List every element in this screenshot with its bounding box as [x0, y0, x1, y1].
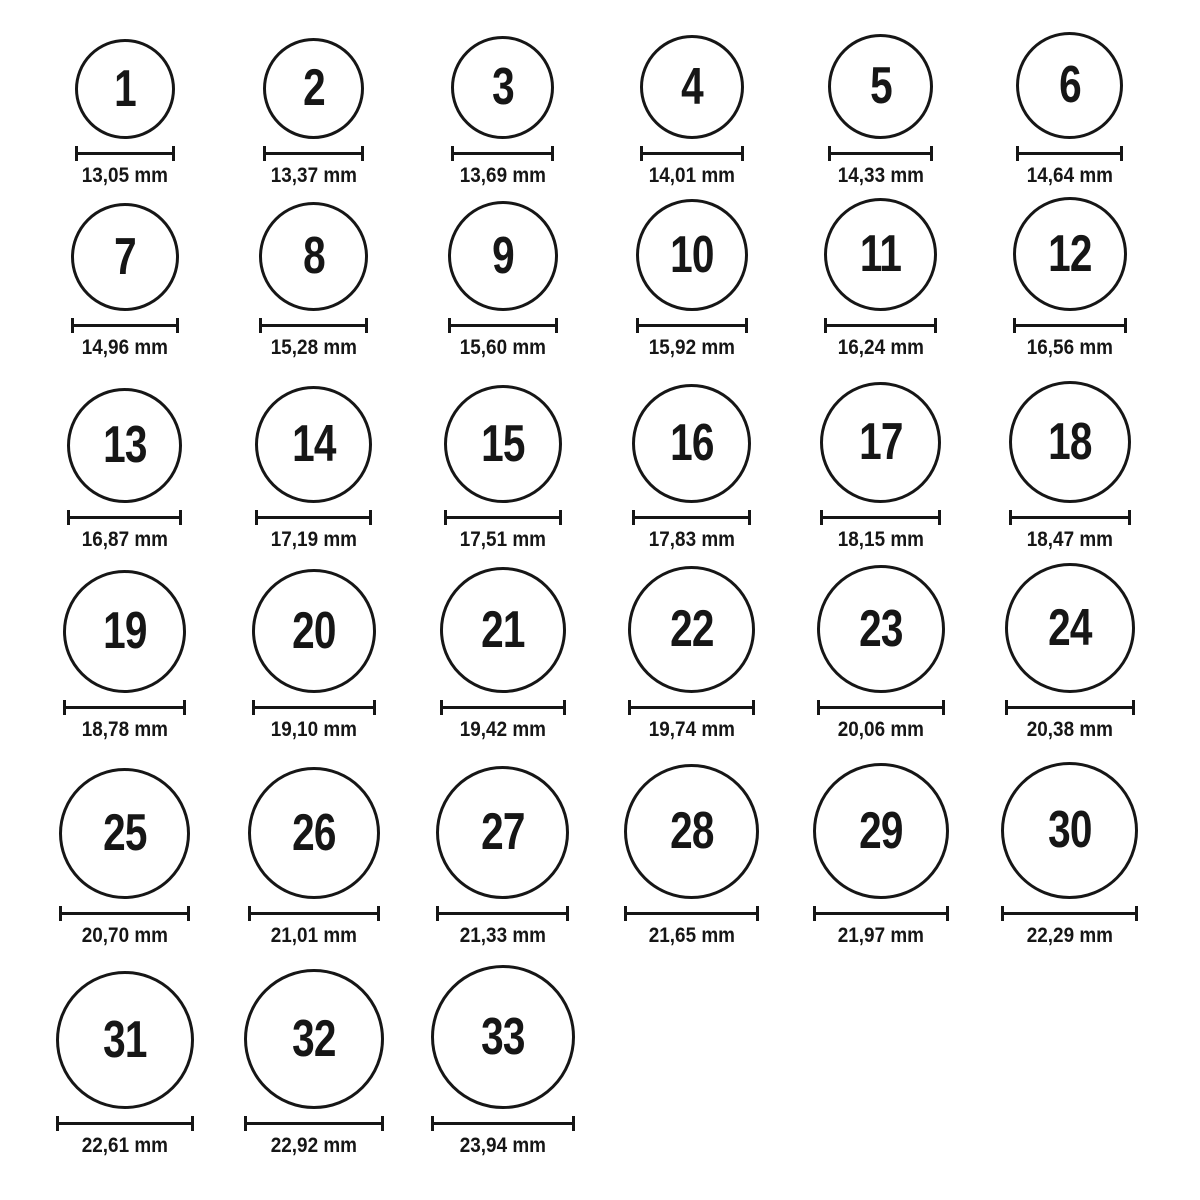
ruler-line	[1019, 152, 1120, 155]
diameter-ruler	[56, 1116, 194, 1131]
ring-size-number: 13	[102, 416, 147, 475]
ruler-line	[831, 152, 930, 155]
ring-size-cell	[30, 971, 219, 1158]
diameter-label: 14,96 mm	[81, 335, 168, 359]
diameter-ruler	[431, 1116, 575, 1131]
ring-circle	[255, 386, 372, 503]
ruler-line	[262, 324, 365, 327]
diameter-label: 20,70 mm	[81, 923, 168, 947]
ring-circle	[448, 201, 558, 311]
ring-size-cell	[786, 198, 975, 360]
ring-size-number: 18	[1047, 412, 1092, 471]
chart-row	[30, 742, 1164, 948]
diameter-ruler	[75, 146, 175, 161]
ring-circle	[63, 570, 186, 693]
ring-circle	[624, 764, 759, 899]
ring-size-number: 32	[291, 1009, 336, 1068]
ring-circle	[828, 34, 933, 139]
diameter-label: 16,56 mm	[1026, 335, 1113, 359]
diameter-ruler	[828, 146, 933, 161]
chart-row	[30, 552, 1164, 742]
diameter-label: 19,10 mm	[270, 717, 357, 741]
ruler-line	[816, 912, 946, 915]
ruler-line	[823, 516, 938, 519]
ruler-line	[266, 152, 361, 155]
ruler-line	[631, 706, 752, 709]
diameter-label: 15,60 mm	[459, 335, 546, 359]
diameter-label: 15,92 mm	[648, 335, 735, 359]
ring-circle	[431, 965, 575, 1109]
ruler-line	[255, 706, 373, 709]
ring-size-cell	[786, 763, 975, 948]
ring-size-number: 31	[102, 1010, 147, 1069]
ring-size-cell	[597, 384, 786, 552]
ring-circle	[1005, 563, 1135, 693]
ring-size-number: 22	[669, 600, 714, 659]
ring-circle	[632, 384, 751, 503]
diameter-ruler	[813, 906, 949, 921]
diameter-label: 17,51 mm	[459, 527, 546, 551]
ring-circle	[252, 569, 376, 693]
ring-circle	[71, 203, 179, 311]
diameter-label: 16,87 mm	[81, 527, 168, 551]
ring-size-number: 1	[113, 59, 136, 118]
diameter-ruler	[1005, 700, 1135, 715]
diameter-label: 22,92 mm	[270, 1133, 357, 1157]
diameter-ruler	[255, 510, 372, 525]
ring-size-number: 11	[859, 225, 902, 284]
ring-circle	[436, 766, 569, 899]
ruler-line	[827, 324, 934, 327]
ring-circle	[248, 767, 380, 899]
ruler-line	[1008, 706, 1132, 709]
ruler-line	[78, 152, 172, 155]
ring-size-cell	[219, 386, 408, 552]
ruler-line	[62, 912, 187, 915]
ring-size-cell	[219, 202, 408, 360]
ring-size-cell	[786, 565, 975, 742]
diameter-label: 19,42 mm	[459, 717, 546, 741]
diameter-label: 16,24 mm	[837, 335, 924, 359]
diameter-ruler	[59, 906, 190, 921]
diameter-label: 20,38 mm	[1026, 717, 1113, 741]
diameter-ruler	[436, 906, 569, 921]
ring-size-number: 27	[480, 803, 525, 862]
ring-size-cell	[408, 567, 597, 742]
ring-size-number: 33	[480, 1007, 525, 1066]
ring-size-number: 15	[480, 414, 525, 473]
ring-size-number: 9	[491, 226, 514, 285]
diameter-ruler	[440, 700, 566, 715]
ruler-line	[74, 324, 176, 327]
ruler-line	[443, 706, 563, 709]
diameter-ruler	[67, 510, 182, 525]
ring-circle	[1001, 762, 1138, 899]
ring-size-cell	[219, 38, 408, 188]
diameter-ruler	[444, 510, 562, 525]
ruler-line	[639, 324, 745, 327]
diameter-ruler	[624, 906, 759, 921]
ring-circle	[75, 39, 175, 139]
ring-size-number: 2	[302, 59, 325, 118]
ring-size-cell	[219, 767, 408, 948]
diameter-ruler	[640, 146, 744, 161]
ring-size-cell	[408, 36, 597, 188]
ring-circle	[451, 36, 554, 139]
ring-size-number: 8	[302, 227, 325, 286]
ring-size-cell	[30, 570, 219, 742]
diameter-ruler	[820, 510, 941, 525]
diameter-label: 18,15 mm	[837, 527, 924, 551]
ring-size-number: 26	[291, 803, 336, 862]
ring-size-number: 14	[291, 415, 336, 474]
ring-circle	[1016, 32, 1123, 139]
ring-circle	[67, 388, 182, 503]
diameter-label: 18,47 mm	[1026, 527, 1113, 551]
ruler-line	[1004, 912, 1135, 915]
diameter-label: 22,61 mm	[81, 1133, 168, 1157]
ring-circle	[820, 382, 941, 503]
diameter-ruler	[636, 318, 748, 333]
ring-size-cell	[30, 388, 219, 552]
ring-size-cell	[975, 32, 1164, 188]
diameter-label: 21,01 mm	[270, 923, 357, 947]
ring-size-number: 25	[102, 804, 147, 863]
ring-size-cell	[219, 969, 408, 1158]
diameter-label: 18,78 mm	[81, 717, 168, 741]
diameter-label: 14,01 mm	[648, 163, 735, 187]
diameter-label: 21,33 mm	[459, 923, 546, 947]
ring-size-number: 12	[1047, 224, 1092, 283]
ring-size-cell	[30, 203, 219, 360]
diameter-ruler	[263, 146, 364, 161]
ruler-line	[1016, 324, 1124, 327]
diameter-ruler	[1001, 906, 1138, 921]
ring-size-number: 19	[102, 602, 147, 661]
ruler-line	[66, 706, 183, 709]
chart-row	[30, 188, 1164, 360]
ring-size-number: 28	[669, 802, 714, 861]
ring-circle	[1013, 197, 1127, 311]
diameter-ruler	[1016, 146, 1123, 161]
ruler-line	[447, 516, 559, 519]
ring-size-cell	[597, 566, 786, 742]
ring-size-number: 23	[858, 599, 903, 658]
ruler-line	[820, 706, 942, 709]
diameter-ruler	[244, 1116, 384, 1131]
diameter-label: 21,65 mm	[648, 923, 735, 947]
ring-circle	[1009, 381, 1131, 503]
ring-circle	[259, 202, 368, 311]
diameter-label: 22,29 mm	[1026, 923, 1113, 947]
diameter-label: 17,83 mm	[648, 527, 735, 551]
ring-size-number: 29	[858, 801, 903, 860]
ring-circle	[817, 565, 945, 693]
ring-size-cell	[597, 199, 786, 360]
ring-size-number: 16	[669, 414, 714, 473]
ruler-line	[643, 152, 741, 155]
ring-circle	[824, 198, 937, 311]
ring-circle	[59, 768, 190, 899]
ring-size-number: 24	[1047, 598, 1092, 657]
diameter-ruler	[632, 510, 751, 525]
ring-size-number: 30	[1047, 801, 1092, 860]
ring-size-cell	[30, 39, 219, 188]
diameter-ruler	[448, 318, 558, 333]
ring-circle	[440, 567, 566, 693]
ruler-line	[451, 324, 555, 327]
diameter-ruler	[1013, 318, 1127, 333]
ring-size-cell	[408, 766, 597, 948]
ring-circle	[263, 38, 364, 139]
ring-size-number: 4	[680, 57, 703, 116]
ring-size-cell	[597, 764, 786, 948]
ring-size-cell	[975, 563, 1164, 742]
diameter-ruler	[248, 906, 380, 921]
ring-size-number: 7	[113, 227, 136, 286]
ruler-line	[454, 152, 551, 155]
ring-size-cell	[408, 385, 597, 552]
ring-circle	[444, 385, 562, 503]
chart-row	[30, 948, 1164, 1158]
diameter-ruler	[71, 318, 179, 333]
ring-circle	[636, 199, 748, 311]
diameter-label: 20,06 mm	[837, 717, 924, 741]
diameter-label: 17,19 mm	[270, 527, 357, 551]
diameter-label: 13,37 mm	[270, 163, 357, 187]
diameter-label: 15,28 mm	[270, 335, 357, 359]
ring-size-cell	[408, 201, 597, 360]
ring-size-number: 3	[491, 58, 514, 117]
ring-circle	[244, 969, 384, 1109]
diameter-label: 14,64 mm	[1026, 163, 1113, 187]
ring-size-cell	[408, 965, 597, 1158]
diameter-label: 14,33 mm	[837, 163, 924, 187]
ring-size-cell	[219, 569, 408, 742]
chart-row	[30, 360, 1164, 552]
ruler-line	[258, 516, 369, 519]
ring-size-cell	[975, 381, 1164, 552]
ruler-line	[251, 912, 377, 915]
diameter-label: 13,69 mm	[459, 163, 546, 187]
ring-circle	[640, 35, 744, 139]
ruler-line	[247, 1122, 381, 1125]
ruler-line	[1012, 516, 1128, 519]
ring-size-number: 10	[669, 225, 714, 284]
ring-size-cell	[975, 197, 1164, 360]
ring-circle	[813, 763, 949, 899]
ring-circle	[56, 971, 194, 1109]
diameter-ruler	[628, 700, 755, 715]
ring-size-cell	[786, 382, 975, 552]
chart-row	[30, 26, 1164, 188]
ruler-line	[635, 516, 748, 519]
diameter-label: 23,94 mm	[459, 1133, 546, 1157]
ring-circle	[628, 566, 755, 693]
ruler-line	[434, 1122, 572, 1125]
ring-size-cell	[597, 35, 786, 188]
ring-size-number: 21	[480, 600, 525, 659]
diameter-label: 19,74 mm	[648, 717, 735, 741]
ruler-line	[439, 912, 566, 915]
diameter-label: 13,05 mm	[81, 163, 168, 187]
diameter-ruler	[259, 318, 368, 333]
ring-size-cell	[786, 34, 975, 188]
diameter-ruler	[1009, 510, 1131, 525]
diameter-ruler	[451, 146, 554, 161]
ring-size-number: 6	[1058, 56, 1081, 115]
ring-size-number: 5	[869, 57, 892, 116]
diameter-ruler	[824, 318, 937, 333]
diameter-label: 21,97 mm	[837, 923, 924, 947]
diameter-ruler	[817, 700, 945, 715]
diameter-ruler	[252, 700, 376, 715]
ring-size-number: 20	[291, 601, 336, 660]
diameter-ruler	[63, 700, 186, 715]
ruler-line	[627, 912, 756, 915]
ruler-line	[59, 1122, 191, 1125]
ruler-line	[70, 516, 179, 519]
ring-size-number: 17	[858, 413, 903, 472]
ring-size-cell	[30, 768, 219, 948]
ring-size-cell	[975, 762, 1164, 948]
